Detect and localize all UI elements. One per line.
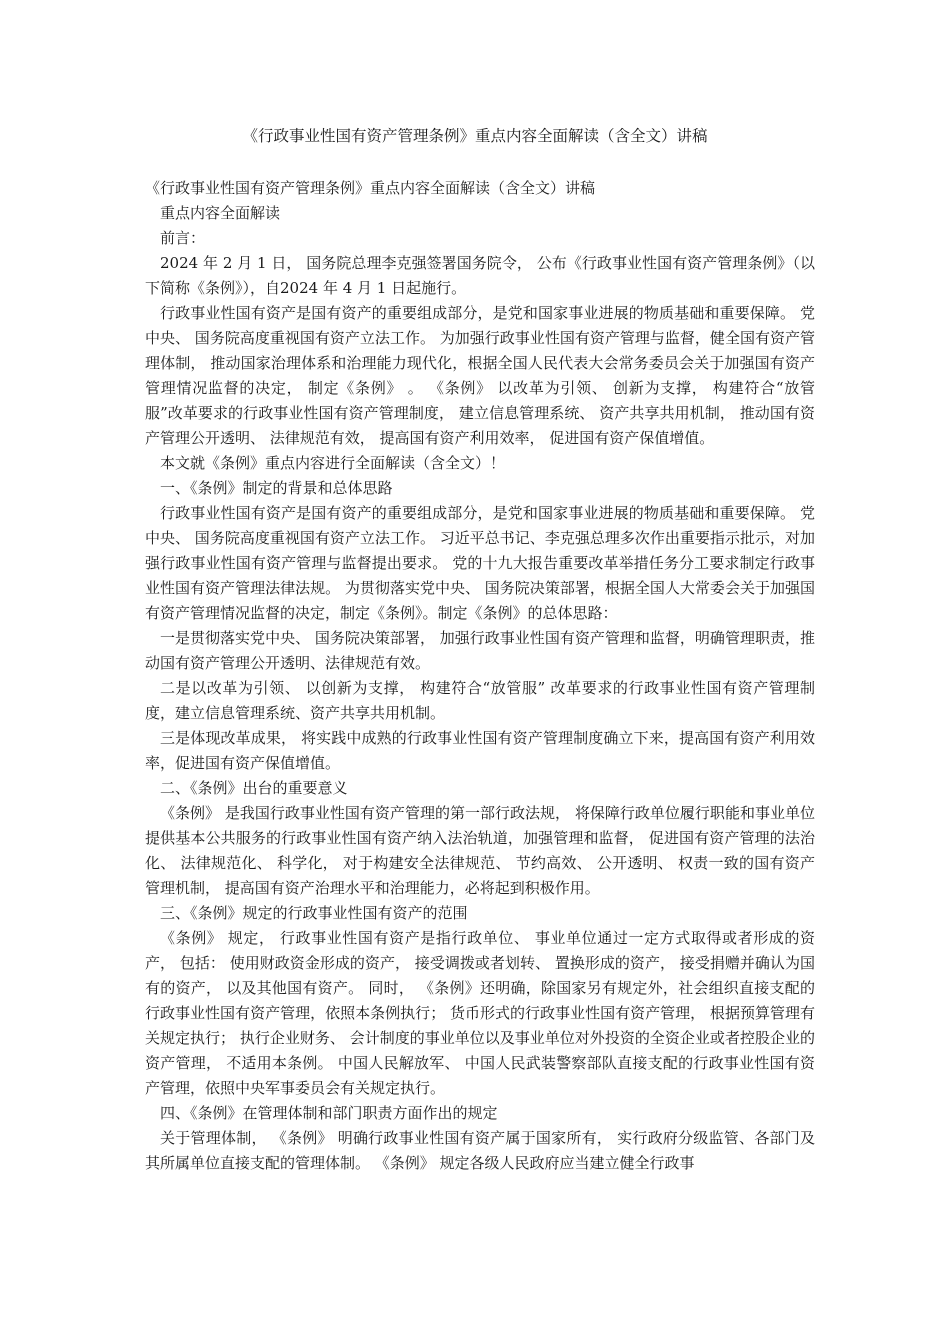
paragraph: 行政事业性国有资产是国有资产的重要组成部分，是党和国家事业进展的物质基础和重要保障。 党中央、 国务院高度重视国有资产立法工作。 为加强行政事业性国有资产管理与监督，健全国有资产管理体制， 推动国家治理体系和治理能力现代化，根据全国人民代表大会常务委员会关于加强国有资产管理情况监督的决定， 制定《条例》 。 《条例》 以改革为引领、 创新为支撑， 构建符合“放管服”改革要求的行政事业性国有资产管理制度， 建立信息管理系统、 资产共享共用机制， 推动国有资产管理公开透明、 法律规范有效， 提高国有资产利用效率， 促进国有资产保值增值。 <box>145 304 815 447</box>
paragraph: 行政事业性国有资产是国有资产的重要组成部分，是党和国家事业进展的物质基础和重要保障。 党中央、 国务院高度重视国有资产立法工作。 习近平总书记、李克强总理多次作出重要指示批示，对加强行政事业性国有资产管理与监督提出要求。 党的十九大报告重要改革举措任务分工要求制定行政事业性国有资产管理法律法规。 为贯彻落实党中央、 国务院决策部署，根据全国人大常委会关于加强国有资产管理情况监督的决定，制定《条例》。制定《条例》的总体思路： <box>145 504 815 622</box>
paragraph: 关于管理体制， 《条例》 明确行政事业性国有资产属于国家所有， 实行政府分级监管、各部门及其所属单位直接支配的管理体制。 《条例》 规定各级人民政府应当建立健全行政事 <box>145 1129 815 1172</box>
paragraph: 2024 年 2 月 1 日， 国务院总理李克强签署国务院令， 公布《行政事业性国有资产管理条例》（以下简称《条例》），自2024 年 4 月 1 日起施行。 <box>145 254 815 297</box>
body-heading: 《行政事业性国有资产管理条例》重点内容全面解读（含全文）讲稿 <box>145 179 596 197</box>
paragraph: 二是以改革为引领、 以创新为支撑， 构建符合“放管服” 改革要求的行政事业性国有资产管理制度，建立信息管理系统、资产共享共用机制。 <box>145 679 815 722</box>
paragraph: 三是体现改革成果， 将实践中成熟的行政事业性国有资产管理制度确立下来，提高国有资产利用效率，促进国有资产保值增值。 <box>145 729 815 772</box>
section-heading: 二、《条例》出台的重要意义 <box>160 779 348 797</box>
section-heading: 一、《条例》制定的背景和总体思路 <box>160 479 393 497</box>
paragraph: 一是贯彻落实党中央、 国务院决策部署， 加强行政事业性国有资产管理和监督，明确管理职责，推动国有资产管理公开透明、法律规范有效。 <box>145 629 815 672</box>
section-heading: 三、《条例》规定的行政事业性国有资产的范围 <box>160 904 468 922</box>
section-heading: 四、《条例》在管理体制和部门职责方面作出的规定 <box>160 1104 498 1122</box>
paragraph-preface-label: 前言： <box>160 229 206 247</box>
document-body <box>145 176 815 1176</box>
paragraph: 《条例》 是我国行政事业性国有资产管理的第一部行政法规， 将保障行政单位履行职能和事业单位提供基本公共服务的行政事业性国有资产纳入法治轨道，加强管理和监督， 促进国有资产管理的法治化、 法律规范化、 科学化， 对于构建安全法律规范、 节约高效、 公开透明、 权责一致的国有资产管理机制， 提高国有资产治理水平和治理能力，必将起到积极作用。 <box>145 804 815 897</box>
paragraph: 本文就《条例》重点内容进行全面解读（含全文）！ <box>160 454 506 472</box>
paragraph: 《条例》 规定， 行政事业性国有资产是指行政单位、 事业单位通过一定方式取得或者形成的资产， 包括： 使用财政资金形成的资产， 接受调拨或者划转、 置换形成的资产， 接受捐赠并确认为国有的资产， 以及其他国有资产。 同时， 《条例》还明确，除国家另有规定外，社会组织直接支配的行政事业性国有资产管理，依照本条例执行； 货币形式的行政事业性国有资产管理， 根据预算管理有关规定执行； 执行企业财务、 会计制度的事业单位以及事业单位对外投资的全资企业或者控股企业的资产管理， 不适用本条例。 中国人民解放军、 中国人民武装警察部队直接支配的行政事业性国有资产管理，依照中央军事委员会有关规定执行。 <box>145 929 815 1097</box>
paragraph-subheading: 重点内容全面解读 <box>160 204 281 222</box>
document-title: 《行政事业性国有资产管理条例》重点内容全面解读（含全文）讲稿 <box>242 127 708 145</box>
